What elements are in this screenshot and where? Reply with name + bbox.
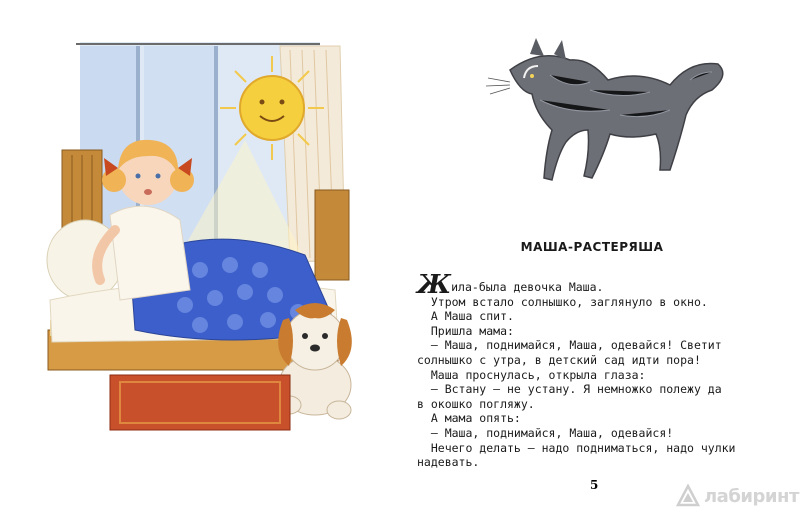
cat-illustration [480, 30, 740, 200]
page-number: 5 [590, 478, 599, 492]
watermark [676, 484, 799, 508]
story-line: в окошко погляжу. [417, 396, 535, 411]
story-body [417, 270, 767, 470]
story-line: А Маша спит. [417, 309, 514, 324]
story-line: Пришла мама: [417, 323, 514, 338]
story-line: Утром встало солнышко, заглянуло в окно. [417, 294, 708, 309]
story-line: надевать. [417, 455, 480, 470]
story-line: Маша проснулась, открыла глаза: [417, 367, 646, 382]
story-line: — Маша, поднимайся, Маша, одевайся! [417, 425, 674, 440]
bed-footboard [315, 190, 349, 280]
girl-in-bed-illustration [40, 30, 380, 450]
story-line: Нечего делать — надо подниматься, надо чулки [417, 440, 736, 455]
rug [110, 375, 290, 430]
story-line: — Маша, поднимайся, Маша, одевайся! Светит [417, 338, 722, 353]
story-line: солнышко с утра, в детский сад идти пора! [417, 352, 701, 367]
story-line: А мама опять: [417, 411, 521, 426]
story-title: МАША-РАСТЕРЯША [520, 240, 664, 254]
drop-cap: Ж [417, 270, 452, 300]
story-line: — Встану — не устану. Я немножко полежу да [417, 382, 722, 397]
story-first-line: ила-была девочка Маша. [451, 280, 604, 294]
watermark-text: лабиринт [704, 485, 799, 507]
nightgown [110, 206, 190, 300]
labirint-logo-icon [676, 484, 700, 508]
sun [220, 56, 324, 160]
cat-body [510, 56, 723, 180]
